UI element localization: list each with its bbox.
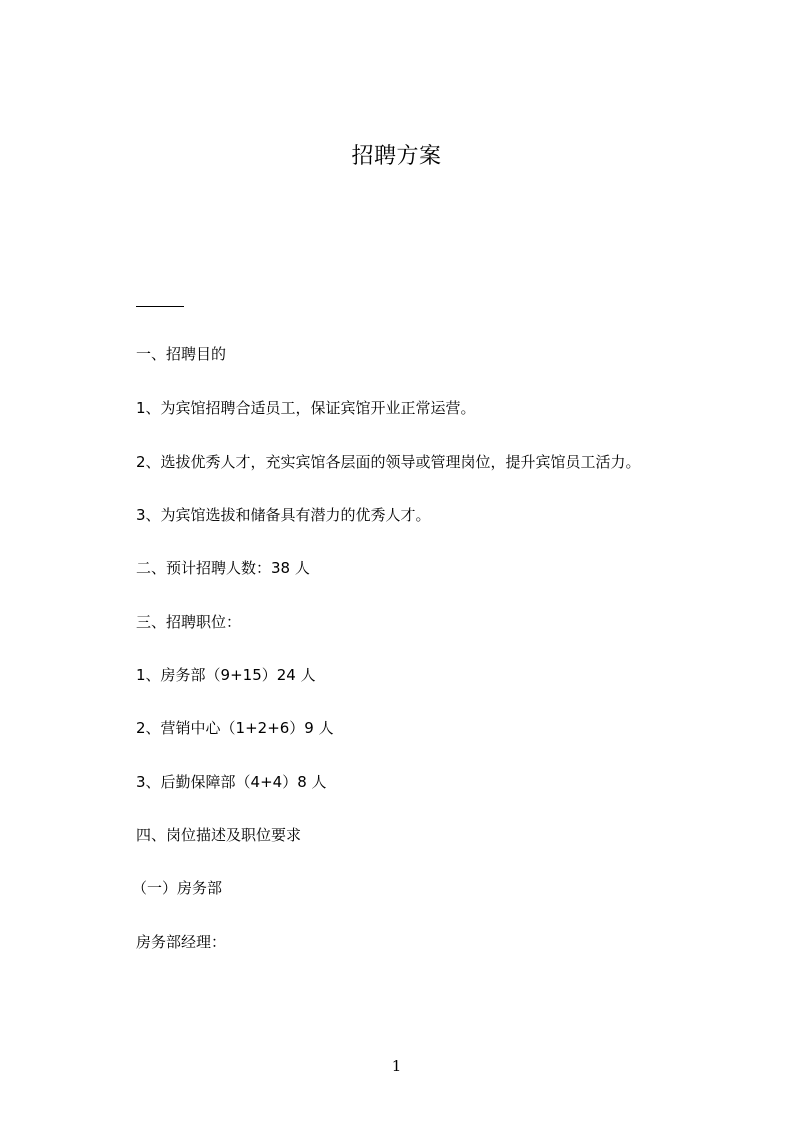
position-item-3: 3、后勤保障部（4+4）8 人 xyxy=(136,773,327,791)
role-heading-rooms-manager: 房务部经理： xyxy=(136,933,227,951)
section-heading-headcount: 二、预计招聘人数：38 人 xyxy=(136,559,310,577)
horizontal-rule xyxy=(136,306,184,307)
page-number: 1 xyxy=(391,1057,402,1075)
purpose-item-3: 3、为宾馆选拔和储备具有潜力的优秀人才。 xyxy=(136,506,431,524)
section-heading-requirements: 四、岗位描述及职位要求 xyxy=(136,826,302,844)
document-title: 招聘方案 xyxy=(351,144,442,169)
section-heading-purpose: 一、招聘目的 xyxy=(136,345,227,363)
position-item-2: 2、营销中心（1+2+6）9 人 xyxy=(136,719,334,737)
purpose-item-1: 1、为宾馆招聘合适员工，保证宾馆开业正常运营。 xyxy=(136,399,476,417)
section-heading-positions: 三、招聘职位： xyxy=(136,613,242,631)
subsection-heading-rooms: （一）房务部 xyxy=(132,879,223,897)
purpose-item-2: 2、选拔优秀人才，充实宾馆各层面的领导或管理岗位，提升宾馆员工活力。 xyxy=(136,453,641,471)
position-item-1: 1、房务部（9+15）24 人 xyxy=(136,666,316,684)
